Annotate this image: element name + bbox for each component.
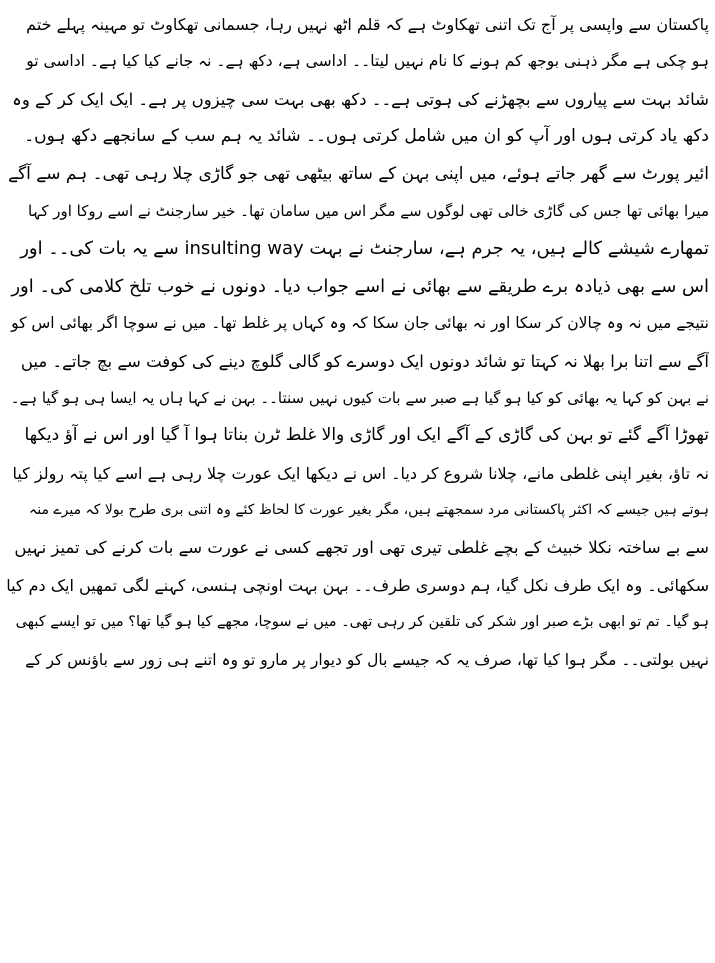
text-line: تمھارے شیشے کالے ہیں، یہ جرم ہے، سارجنٹ نے بہت insulting way سے یہ بات کی۔۔ اور bbox=[20, 238, 709, 260]
text-line: شائد بہت سے پیاروں سے بچھڑنے کی ہوتی ہے۔۔ دکھ بھی بہت سی چیزوں پر ہے۔ ایک ایک کر کے وہ bbox=[12, 89, 709, 109]
text-line: اس سے بھی ذیادہ برے طریقے سے بھائی نے اسے جواب دیا۔ دونوں نے خوب تلخ کلامی کی۔ اور bbox=[11, 275, 709, 297]
urdu-text-block bbox=[6, 6, 709, 679]
text-line: ہو چکی ہے مگر ذہنی بوجھ کم ہونے کا نام نہیں لیتا۔۔ اداسی ہے، دکھ ہے۔ نہ جانے کیا کیا ہے۔ اداسی تو bbox=[26, 52, 709, 71]
text-line: پاکستان سے واپسی پر آج تک اتنی تھکاوٹ ہے کہ قلم اٹھ نہیں رہا، جسمانی تھکاوٹ تو مہینہ پہلے ختم bbox=[26, 15, 709, 34]
text-line: سکھائی۔ وہ ایک طرف نکل گیا، ہم دوسری طرف۔۔ بہن بہت اونچی ہنسی، کہنے لگی تمھیں ایک دم کیا bbox=[6, 575, 709, 595]
text-line: میرا بھائی تھا جس کی گاڑی خالی تھی لوگوں سے مگر اس میں سامان تھا۔ خیر سارجنٹ نے اسے روکا اور کہا bbox=[27, 201, 709, 220]
text-line: نے بہن کو کہا یہ بھائی کو کیا ہو گیا ہے صبر سے بات کیوں نہیں سنتا۔۔ بہن نے کہا ہاں یہ ایسا ہی ہو گیا ہے۔ bbox=[10, 388, 709, 407]
text-line: ہوتے ہیں جیسے کہ اکثر پاکستانی مرد سمجھتے ہیں، مگر بغیر عورت کا لحاظ کئے وہ اتنی بری طرح بولا کہ میرے منہ bbox=[29, 502, 709, 519]
text-line: سے بے ساختہ نکلا خبیث کے بچے غلطی تیری تھی اور تجھے کسی نے عورت سے بات کرنے کی تمیز نہیں bbox=[14, 538, 709, 558]
text-line: تھوڑا آگے گئے تو بہن کی گاڑی کے آگے ایک اور گاڑی والا غلط ٹرن بناتا ہوا آ گیا اور اس نے آؤ دیکھا bbox=[24, 425, 709, 446]
text-line: آگے سے اتنا برا بھلا نہ کہتا تو شائد دونوں ایک دوسرے کو گالی گلوچ دینے کی کوفت سے بچ جاتے۔ میں bbox=[20, 351, 709, 371]
text-line: ائیر پورٹ سے گھر جاتے ہوئے، میں اپنی بہن کے ساتھ بیٹھی تھی جو گاڑی چلا رہی تھی۔ ہم سے آگے bbox=[8, 163, 709, 184]
text-line: ہو گیا۔ تم تو ابھی بڑے صبر اور شکر کی تلقین کر رہی تھی۔ میں نے سوچا، مجھے کیا ہو گیا تھا؟ میں تو ایسے کبھی bbox=[15, 614, 709, 631]
text-line: نتیجے میں نہ وہ چالان کر سکا اور نہ بھائی جان سکا کہ وہ کہاں پر غلط تھا۔ میں نے سوچا اگر بھائی اس کو bbox=[11, 314, 709, 333]
text-line: نہ تاؤ، بغیر اپنی غلطی مانے، چلانا شروع کر دیا۔ اس نے دیکھا ایک عورت چلا رہی ہے اسے کیا پتہ رولز کیا bbox=[12, 463, 709, 483]
text-line: دکھ یاد کرتی ہوں اور آپ کو ان میں شامل کرتی ہوں۔۔ شائد یہ ہم سب کے سانجھے دکھ ہوں۔ bbox=[24, 126, 709, 147]
text-line: نہیں بولتی۔۔ مگر ہوا کیا تھا، صرف یہ کہ جیسے بال کو دیوار پر مارو تو وہ اتنے ہی زور سے باؤنس کر کے bbox=[25, 650, 709, 669]
